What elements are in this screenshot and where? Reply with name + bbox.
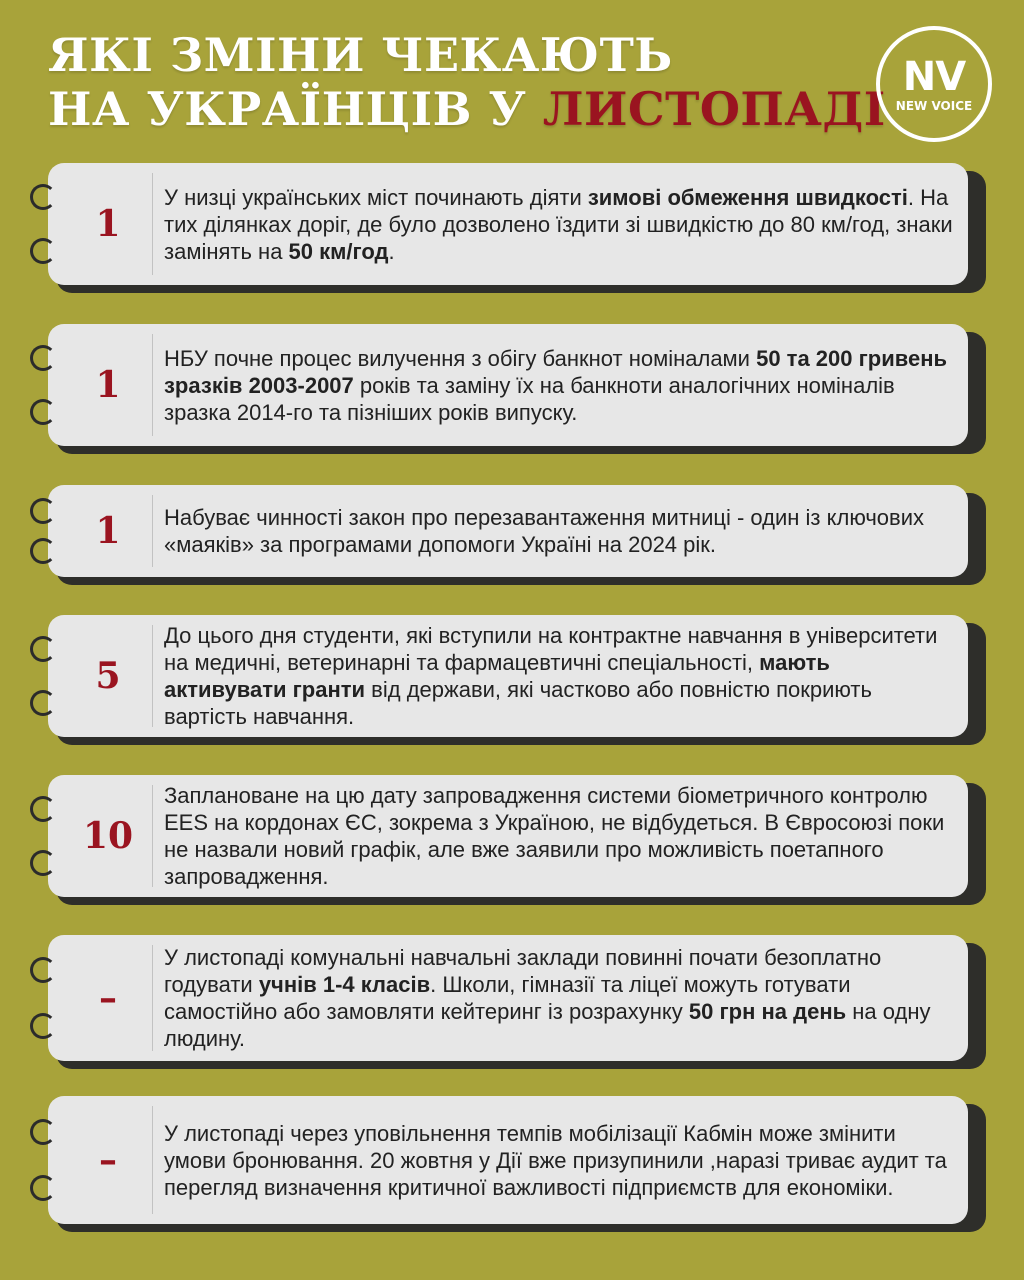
change-item xyxy=(48,163,978,285)
change-item xyxy=(48,775,978,897)
change-date: 10 xyxy=(82,815,134,857)
binder-ring-icon xyxy=(30,498,56,524)
text-segment: від держави, які частково або повністю покриють вартість навчання. xyxy=(164,677,872,729)
binder-ring-icon xyxy=(30,238,56,264)
change-card xyxy=(48,163,968,285)
change-description xyxy=(164,163,954,285)
title-line-1: ЯКІ ЗМІНИ ЧЕКАЮТЬ xyxy=(48,28,673,82)
title-line-2-prefix: НА УКРАЇНЦІВ У xyxy=(48,82,527,136)
description-text xyxy=(164,345,954,426)
divider xyxy=(152,945,153,1051)
binder-ring-icon xyxy=(30,345,56,371)
change-description xyxy=(164,1096,954,1224)
change-date: – xyxy=(99,1139,117,1181)
divider xyxy=(152,625,153,727)
binder-ring-icon xyxy=(30,850,56,876)
binder-ring-icon xyxy=(30,399,56,425)
highlighted-text: зимові обмеження швидкості xyxy=(587,184,908,210)
change-description xyxy=(164,935,954,1061)
binder-ring-icon xyxy=(30,636,56,662)
highlighted-text: мають активувати гранти xyxy=(164,650,830,702)
binder-ring-icon xyxy=(30,957,56,983)
description-text xyxy=(164,1120,954,1201)
description-text xyxy=(164,622,954,730)
description-text xyxy=(164,504,954,558)
logo-subtitle: NEW VOICE xyxy=(895,99,973,113)
change-description xyxy=(164,775,954,897)
change-description xyxy=(164,324,954,446)
change-description xyxy=(164,485,954,577)
highlighted-text: 50 грн на день xyxy=(688,999,847,1024)
binder-ring-icon xyxy=(30,1013,56,1039)
change-card xyxy=(48,324,968,446)
text-segment: До цього дня студенти, які вступили на контрактне навчання в університети на медичні, ветеринарні та фармацевтичні спеціальності, xyxy=(164,623,938,675)
text-segment: Заплановане на цю дату запровадження системи біометричного контролю EES на кордонах ЄС, зокрема з Україною, не відбудеться. В Євросоюзі поки не назвали новий графік, але вже заявили про можливість поетапного запровадження. xyxy=(164,783,945,889)
change-item xyxy=(48,1096,978,1224)
text-segment: на одну людину. xyxy=(164,999,931,1051)
change-date: 5 xyxy=(95,655,121,697)
change-item xyxy=(48,485,978,577)
nv-logo xyxy=(876,26,992,142)
highlighted-text: учнів 1-4 класів xyxy=(258,972,431,997)
text-segment: Набуває чинності закон про перезавантаження митниці - один із ключових «маяків» за програмами допомоги Україні на 2024 рік. xyxy=(164,505,925,557)
divider xyxy=(152,1106,153,1214)
binder-ring-icon xyxy=(30,1119,56,1145)
text-segment: НБУ почне процес вилучення з обігу банкнот номіналами xyxy=(164,345,757,371)
change-card xyxy=(48,775,968,897)
text-segment: У низці українських міст починають діяти xyxy=(164,184,588,210)
binder-ring-icon xyxy=(30,538,56,564)
binder-ring-icon xyxy=(30,690,56,716)
description-text xyxy=(164,782,954,890)
text-segment: . Школи, гімназії та ліцеї можуть готувати самостійно або замовляти кейтеринг із розрахунку xyxy=(164,972,851,1024)
change-item xyxy=(48,935,978,1061)
change-date: 1 xyxy=(95,364,121,406)
text-segment: У листопаді комунальні навчальні заклади повинні почати безоплатно годувати xyxy=(164,945,882,997)
highlighted-text: 50 та 200 гривень зразків 2003-2007 xyxy=(164,345,948,398)
divider xyxy=(152,173,153,275)
change-date: 1 xyxy=(95,203,121,245)
change-card xyxy=(48,1096,968,1224)
title-accent: ЛИСТОПАДІ xyxy=(542,82,886,136)
description-text xyxy=(164,184,954,265)
text-segment: У листопаді через уповільнення темпів мобілізації Кабмін може змінити умови бронювання. 20 жовтня у Дії вже призупинили ,наразі триває аудит та перегляд визначення критичної важливості підприємств для економіки. xyxy=(164,1120,947,1200)
binder-ring-icon xyxy=(30,184,56,210)
change-item xyxy=(48,324,978,446)
highlighted-text: 50 км/год xyxy=(288,238,389,264)
divider xyxy=(152,334,153,436)
title-line-2 xyxy=(48,82,886,136)
change-item xyxy=(48,615,978,737)
binder-ring-icon xyxy=(30,1175,56,1201)
change-card xyxy=(48,935,968,1061)
description-text xyxy=(164,944,954,1052)
change-card xyxy=(48,615,968,737)
change-card xyxy=(48,485,968,577)
change-description xyxy=(164,615,954,737)
page-title xyxy=(48,28,886,136)
change-date: – xyxy=(99,977,117,1019)
change-date: 1 xyxy=(95,510,121,552)
text-segment: . На тих ділянках доріг, де було дозволено їздити зі швидкістю до 80 км/год, знаки замінять на xyxy=(164,184,953,264)
text-segment: років та заміну їх на банкноти аналогічних номіналів зразка 2014-го та пізніших років випуску. xyxy=(164,372,895,425)
text-segment: . xyxy=(388,238,395,264)
divider xyxy=(152,785,153,887)
binder-ring-icon xyxy=(30,796,56,822)
divider xyxy=(152,495,153,567)
logo-mark: NV xyxy=(902,54,966,100)
